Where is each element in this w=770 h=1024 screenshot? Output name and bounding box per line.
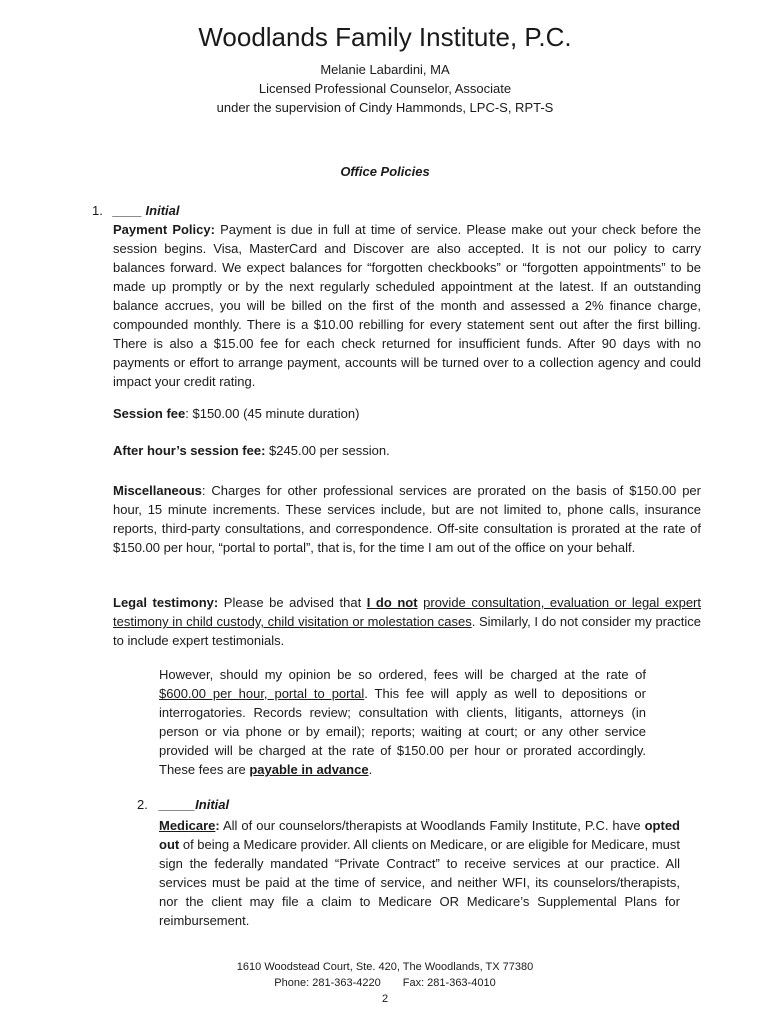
session-fee-paragraph (113, 404, 701, 423)
item-1-initial: ____ Initial (113, 203, 180, 218)
session-fee-label: Session fee (113, 406, 186, 421)
court-rate: $600.00 per hour, portal to portal (159, 686, 365, 701)
court-fees-paragraph (159, 665, 646, 779)
payment-policy-text: Payment is due in full at time of service. Please make out your check before the session begins. Visa, MasterCard and Discover are also accepted. It is not our policy to carry balances forward. We expect balances for “forgotten checkbooks” or “forgotten appointments” to be made up promptly or by the next regularly scheduled appointment at the latest. If an outstanding balance accrues, you will be billed on the first of the month and assessed a 2% finance charge, compounded monthly. There is a $10.00 rebilling for every statement sent out after the first billing. There is also a $15.00 fee for each check returned for insufficient funds. After 90 days with no payments or effort to arrange payment, accounts will be turned over to a collection agency and could impact your credit rating. (113, 222, 701, 389)
legal-testimony-paragraph (113, 593, 701, 650)
court-text-part-3: . (368, 762, 373, 777)
counselor-credential: Licensed Professional Counselor, Associate (258, 81, 512, 96)
after-hours-text: $245.00 per session. (265, 443, 390, 458)
footer-contact (0, 975, 770, 991)
miscellaneous-text: : Charges for other professional services are prorated on the basis of $150.00 per hour, 15 minute increments. These services include, but are not limited to, phone calls, insurance reports, third-party consultations, and correspondence. Off-site consultation is prorated at the rate of $150.00 per hour, “portal to portal”, that is, for the time I am out of the office on your behalf. (113, 483, 701, 555)
session-fee-text: : $150.00 (45 minute duration) (185, 406, 360, 421)
medicare-text-part-2: of being a Medicare provider. All clients on Medicare, or are eligible for Medicare, must sign the federally mandated “Private Contract” to receive services at our practice. All services must be paid at the time of service, and neither WFI, its counselors/therapists, nor the client may file a claim to Medicare OR Medicare’s Supplemental Plans for reimbursement. (159, 837, 680, 928)
page-number: 2 (381, 993, 389, 1005)
medicare-paragraph (159, 816, 680, 930)
miscellaneous-paragraph (113, 481, 701, 557)
section-heading: Office Policies (340, 164, 430, 179)
legal-testimony-label: Legal testimony: (113, 595, 219, 610)
footer-address: 1610 Woodstead Court, Ste. 420, The Woodlands, TX 77380 (236, 961, 534, 973)
footer-fax: Fax: 281-363-4010 (402, 977, 496, 989)
payment-policy-paragraph (113, 220, 701, 391)
footer-phone: Phone: 281-363-4220 (274, 977, 381, 989)
item-1-number: 1. (92, 203, 103, 218)
medicare-colon: : (215, 818, 220, 833)
counselor-name: Melanie Labardini, MA (320, 62, 450, 77)
legal-excluded-services: provide consultation, evaluation or legal expert testimony in child custody, child visitation or molestation cases (113, 595, 701, 629)
supervision-line: under the supervision of Cindy Hammonds, LPC-S, RPT-S (216, 100, 554, 115)
document-title: Woodlands Family Institute, P.C. (198, 22, 572, 52)
medicare-text-part-1: All of our counselors/therapists at Woodlands Family Institute, P.C. have (219, 818, 645, 833)
item-2-initial: _____Initial (159, 797, 230, 812)
legal-do-not: I do not (366, 595, 418, 610)
miscellaneous-label: Miscellaneous (113, 483, 202, 498)
opted-out: opted out (159, 818, 680, 852)
medicare-label: Medicare (159, 818, 216, 833)
payable-in-advance: payable in advance (249, 762, 369, 777)
legal-text-part-3: . Similarly, I do not consider my practice to include expert testimonials. (113, 614, 701, 648)
court-text-part-1: However, should my opinion be so ordered, fees will be charged at the rate of (159, 667, 646, 682)
court-text-part-2: . This fee will apply as well to depositions or interrogatories. Records review; consultation with clients, litigants, attorneys (in person or via phone or by email); reports; waiting at court; or any other service provided will be charged at the rate of $150.00 per hour or prorated accordingly. These fees are (159, 686, 646, 777)
payment-policy-label: Payment Policy: (113, 222, 215, 237)
after-hours-label: After hour’s session fee: (113, 443, 266, 458)
legal-text-part-1: Please be advised that (218, 595, 367, 610)
item-2-number: 2. (137, 797, 148, 812)
after-hours-paragraph (113, 441, 701, 460)
